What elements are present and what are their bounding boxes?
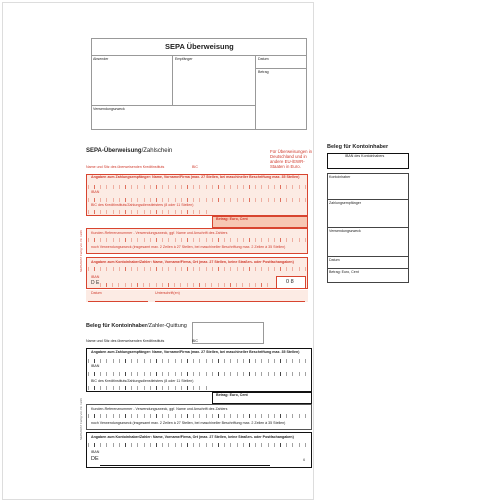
- bottom-payer-label: Angaben zum Kontoinhaber/Zahler: Name, Vorname/Firma, Ort (max. 27 Stellen, keine Straßen- oder Postfachangaben): [91, 435, 294, 439]
- bottom-reference-label: Kunden-Referenznummer - Verwendungszweck, ggf. Name und Anschrift des Zahlers: [91, 407, 228, 411]
- bottom-form-side-code: SEPA/D/AT Fertig Vor. Nr. 1226: [79, 398, 83, 440]
- top-form-frame: [91, 38, 307, 130]
- bottom-top-box: [192, 322, 264, 344]
- amount-label: Betrag: Euro, Cent: [216, 217, 248, 221]
- bottom-payee-label: Angaben zum Zahlungsempfänger: Name, Vorname/Firma (max. 27 Stellen, bei maschineller Beschriftung max. 35 Stellen): [91, 350, 300, 354]
- bottom-bic-payee-label: BIC des Kreditinstituts/Zahlungsdienstleisters (8 oder 11 Stellen): [91, 379, 194, 383]
- iban-label: IBAN: [91, 190, 100, 194]
- signature-label: Unterschrift(en): [155, 291, 180, 295]
- receipt-iban-label: IBAN des Kontoinhabers: [345, 154, 385, 158]
- bottom-payer-name-field[interactable]: [88, 443, 310, 447]
- payer-label: Angaben zum Kontoinhaber/Zahler: Name, Vorname/Firma, Ort (max. 27 Stellen, keine Straßen- oder Postfachangaben): [91, 260, 294, 264]
- bank-name-label: Name und Sitz des überweisenden Kreditinstituts: [86, 165, 165, 169]
- top-form-row-divider-2: [91, 105, 255, 106]
- bottom-iban-prefix: DE: [91, 456, 99, 462]
- bottom-iban-label: IBAN: [91, 364, 100, 368]
- receipt-divider-3: [327, 256, 409, 257]
- euro-notice: Für Überweisungen in Deutschland und in andere EU-/EWR-Staaten in Euro.: [270, 149, 313, 169]
- bottom-payer-iban-field[interactable]: [100, 465, 270, 466]
- main-form-title-bold: SEPA-Überweisung: [86, 148, 142, 154]
- receipt-amount-label: Betrag: Euro, Cent: [329, 270, 359, 274]
- bottom-payer-iban-label: IBAN: [91, 450, 100, 454]
- form-code: 0 8: [286, 279, 294, 285]
- bottom-purpose-label: noch Verwendungszweck (insgesamt max. 2 Zeilen à 27 Stellen, bei maschineller Beschriftung max. 2 Zeilen à 35 Stellen): [91, 421, 286, 425]
- bottom-bic-field[interactable]: [88, 386, 208, 390]
- purpose-label: noch Verwendungszweck (insgesamt max. 2 Zeilen à 27 Stellen, bei maschineller Beschriftung max. 2 Zeilen à 35 Stellen): [91, 245, 286, 249]
- verwendungszweck-label: Verwendungszweck: [93, 107, 125, 111]
- bottom-bank-name-label: Name und Sitz des überweisenden Kreditinstituts: [86, 339, 165, 343]
- payer-iban-label: IBAN: [91, 275, 100, 279]
- bottom-form-title-rest: /Zahler-Quittung: [147, 323, 187, 329]
- receipt-date-label: Datum: [329, 258, 340, 262]
- bic-payee-label: BIC des Kreditinstituts/Zahlungsdienstleisters (8 oder 11 Stellen): [91, 203, 194, 207]
- top-form-col-divider-2: [255, 55, 256, 130]
- bottom-form-title: [86, 324, 187, 330]
- payee-name-field[interactable]: [88, 185, 306, 189]
- bottom-page-mark: 6: [303, 457, 306, 462]
- bottom-amount-label: Betrag: Euro, Cent: [216, 393, 248, 397]
- receipt-purpose-label: Verwendungszweck: [329, 229, 361, 233]
- top-form-row-divider-1: [255, 68, 307, 69]
- reference-label: Kunden-Referenznummer - Verwendungszweck, ggf. Name und Anschrift des Zahlers: [91, 231, 228, 235]
- bottom-payee-name-field[interactable]: [88, 359, 310, 363]
- receipt-empfaenger-label: Zahlungsempfänger: [329, 201, 361, 205]
- top-form-title: SEPA Überweisung: [165, 42, 234, 51]
- bic-label: BIC: [192, 165, 198, 169]
- main-form-title: [86, 148, 172, 154]
- top-form-title-divider: [91, 55, 307, 56]
- receipt-divider-4: [327, 268, 409, 269]
- date-label: Datum: [91, 291, 102, 295]
- receipt-side-title: Beleg für Kontoinhaber: [327, 144, 389, 150]
- bottom-bic-label: BIC: [192, 339, 198, 343]
- bic-field[interactable]: [88, 210, 208, 214]
- bottom-iban-field[interactable]: [88, 372, 310, 376]
- main-form-title-rest: /Zahlschein: [141, 148, 173, 154]
- signature-field[interactable]: [155, 301, 305, 302]
- reference-field[interactable]: [88, 238, 306, 242]
- payer-iban-prefix: D E: [91, 280, 100, 286]
- bottom-reference-field[interactable]: [88, 414, 310, 418]
- payer-iban-field[interactable]: [100, 283, 270, 287]
- absender-label: Absender: [93, 57, 109, 61]
- receipt-kontoinhaber-label: Kontoinhaber: [329, 175, 351, 179]
- payee-label: Angaben zum Zahlungsempfänger: Name, Vorname/Firma (max. 27 Stellen, bei maschineller Beschriftung max. 35 Stellen): [91, 175, 300, 179]
- datum-label: Datum: [258, 57, 269, 61]
- date-field[interactable]: [88, 301, 148, 302]
- receipt-divider-1: [327, 199, 409, 200]
- payer-name-field[interactable]: [88, 267, 306, 271]
- iban-field[interactable]: [88, 198, 306, 202]
- top-form-col-divider-1: [172, 55, 173, 105]
- receipt-divider-2: [327, 227, 409, 228]
- empfaenger-label: Empfänger: [175, 57, 193, 61]
- main-form-side-code: SEPA/D/AT Fertig Vor. Nr. 1226: [79, 230, 83, 272]
- betrag-label: Betrag: [258, 70, 269, 74]
- bottom-form-title-bold: Beleg für Kontoinhaber: [86, 323, 148, 329]
- receipt-side-frame: [327, 173, 409, 283]
